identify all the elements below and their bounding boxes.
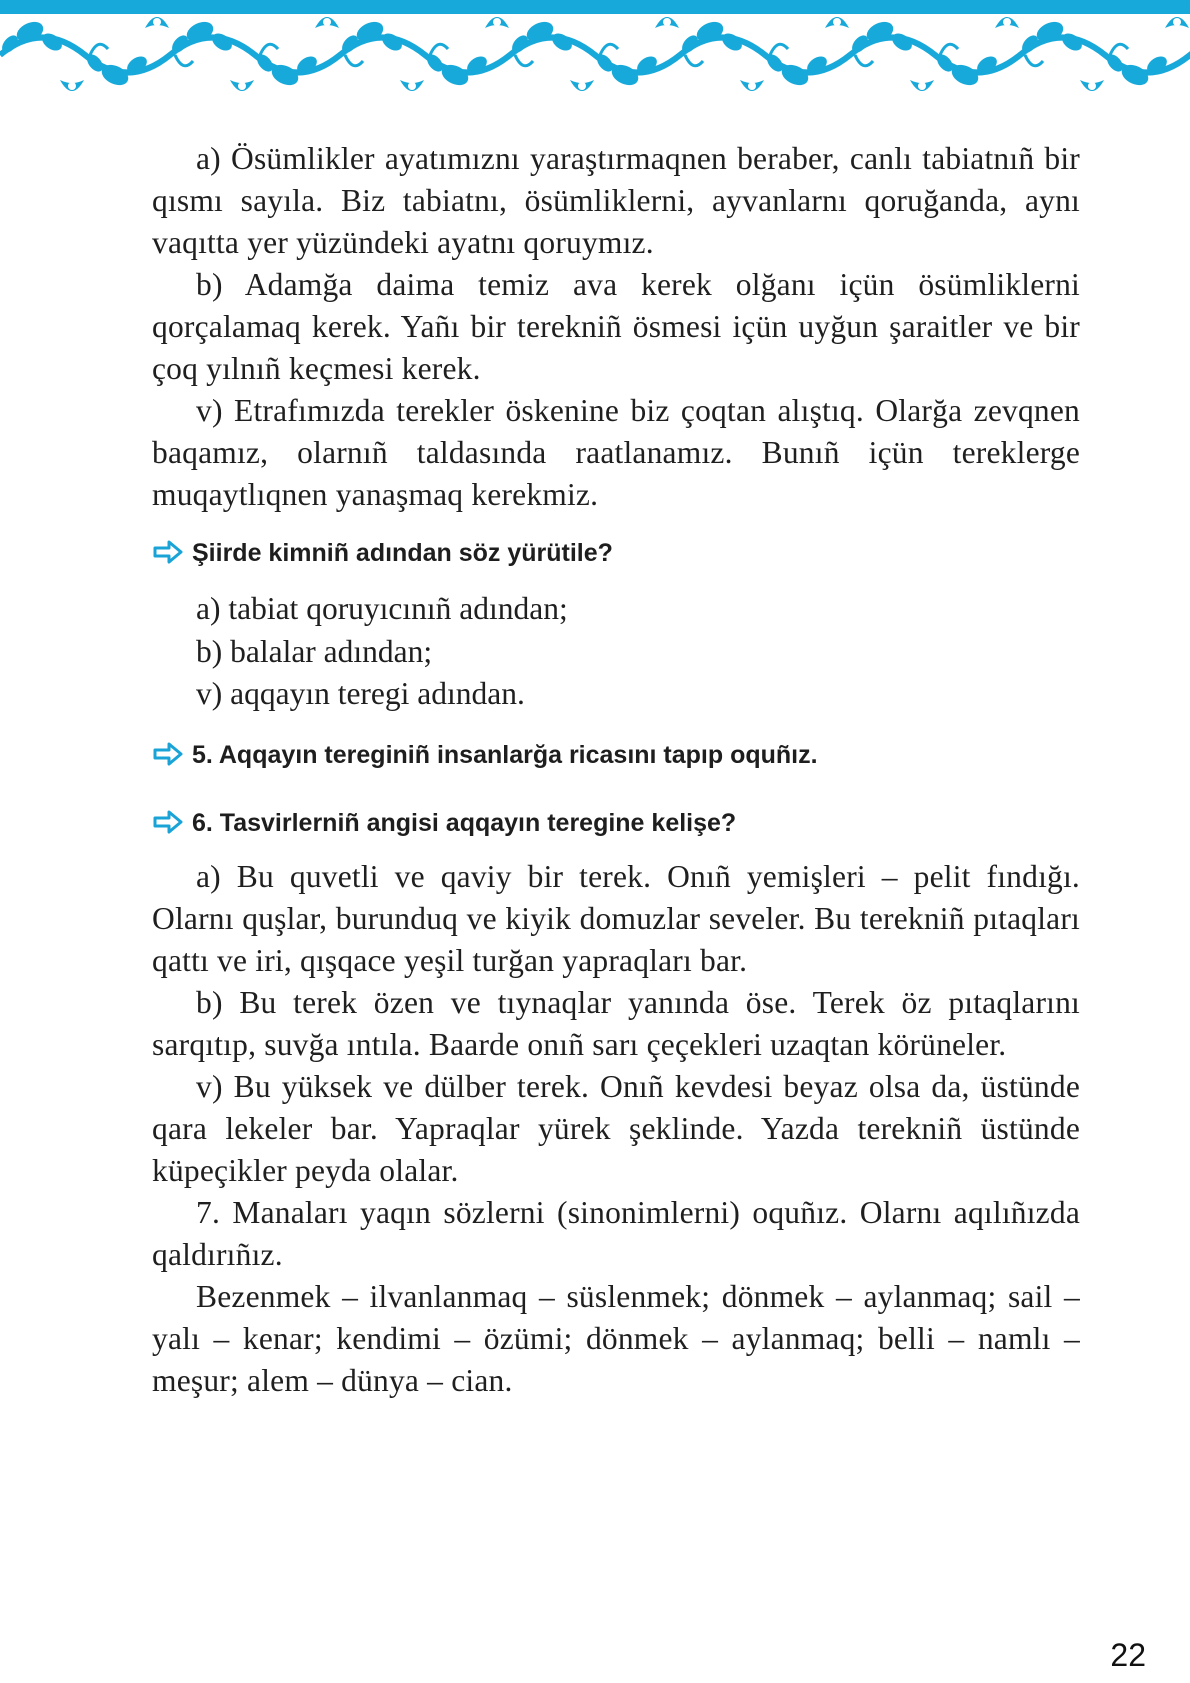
task-7-paragraph: 7. Manaları yaqın sözlerni (sinonimlerni) oquñız. Olarnı aqılıñızda qaldırıñız. [152,1194,1080,1272]
page-content [152,138,1080,1402]
question-heading-6 [152,808,1080,838]
paragraph-v-bottom: v) Bu yüksek ve dülber terek. Onıñ kevdesi beyaz olsa da, üstünde qara lekeler bar. Yapraqlar yürek şeklinde. Yazda terekniñ üstünde küpeçikler peyda olalar. [152,1068,1080,1188]
paragraph-v-top: v) Etrafımızda terekler öskenine biz çoqtan alıştıq. Olarğa zevqnen baqamız, olarnıñ taldasında raatlanamız. Bunıñ içün tereklerge muqaytlıqnen yanaşmaq kerekmiz. [152,393,1080,512]
floral-border-ornament [0,0,1190,106]
question-text: 6. Tasvirlerniñ angisi aqqayın teregine kelişe? [192,808,737,837]
synonyms-paragraph: Bezenmek – ilvanlanmaq – süslenmek; dönmek – aylanmaq; sail – yalı – kenar; kendimi – özümi; dönmek – aylanmaq; belli – namlı – meşur; alem – dünya – cian. [152,1278,1080,1398]
question-heading-who-speaks [152,538,1080,568]
paragraph-a-bottom: a) Bu quvetli ve qaviy bir terek. Onıñ yemişleri – pelit fındığı. Olarnı quşlar, burunduq ve kiyik domuzlar seveler. Bu terekniñ pıtaqları qattı ve iri, qışqace yeşil turğan yapraqları bar. [152,858,1080,978]
arrow-right-icon [152,809,184,835]
answer-option-v: v) aqqayın teregi adından. [196,676,525,711]
paragraph-a-top: a) Ösümlikler ayatımıznı yaraştırmaqnen beraber, canlı tabiatnıñ bir qısmı sayıla. Biz tabiatnı, ösümliklerni, ayvanlarnı qoruğanda, aynı vaqıtta yer yüzündeki ayatnı qoruymız. [152,141,1080,260]
question-heading-5 [152,740,1080,770]
paragraph-b-top: b) Adamğa daima temiz ava kerek olğanı içün ösümliklerni qorçalamaq kerek. Yañı bir terekniñ ösmesi içün uyğun şaraitler ve bir çoq yılnıñ keçmesi kerek. [152,267,1080,386]
answer-option-a: a) tabiat qoruyıcınıñ adından; [196,591,568,626]
arrow-right-icon [152,539,184,565]
question-text: Şiirde kimniñ adından söz yürütile? [192,539,613,567]
page-number: 22 [1110,1637,1146,1673]
question-text: 5. Aqqayın tereginiñ insanlarğa ricasını tapıp oquñız. [192,740,818,769]
paragraph-b-bottom: b) Bu terek özen ve tıynaqlar yanında öse. Terek öz pıtaqlarını sarqıtıp, suvğa ıntıla. Baarde onıñ sarı çeçekleri uzaqtan körüneler. [152,984,1080,1062]
answer-option-b: b) balalar adından; [196,633,433,669]
arrow-right-icon [152,741,184,767]
